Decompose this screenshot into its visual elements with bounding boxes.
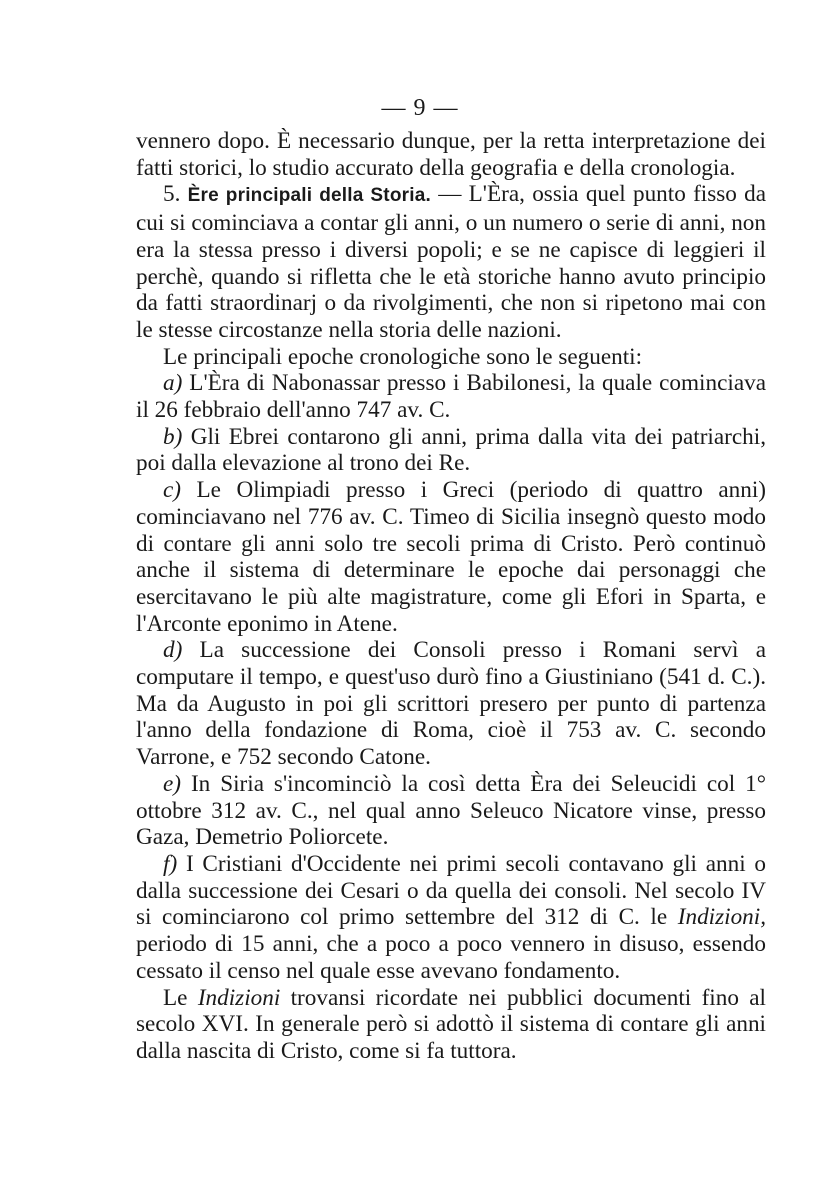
item-label: f) xyxy=(163,850,178,877)
paragraph-text-lead: Le xyxy=(163,984,188,1011)
paragraph-indizioni xyxy=(136,985,766,1065)
item-label: d) xyxy=(163,637,183,664)
section-heading: Ère principali della Storia. xyxy=(187,185,431,207)
paragraph-text: Gli Ebrei contarono gli anni, prima dalla vita dei patriarchi, poi dalla elevazione al trono dei Re. xyxy=(136,423,766,477)
paragraph-text: I Cristiani d'Occidente nei primi secoli contavano gli anni o dalla successione dei Cesari o da quella dei consoli. Nel secolo IV si cominciarono col primo settembre del 312 di C. le xyxy=(136,850,767,931)
paragraph-text: La successione dei Consoli presso i Romani servì a computare il tempo, e quest'uso durò fino a Giustiniano (541 d. C.). Ma da Augusto in poi gli scrittori presero per punto di partenza l'anno della fondazione di Roma, cioè il 753 av. C. secondo Varrone, e 752 secondo Catone. xyxy=(136,637,766,771)
paragraph-text: vennero dopo. È necessario dunque, per la retta interpretazione dei fatti storici, lo studio accurato della geografia e della cronologia. xyxy=(136,128,766,181)
italic-term: Indizioni, xyxy=(677,904,767,931)
section-number: 5. xyxy=(163,181,181,208)
paragraph-section-5 xyxy=(136,181,766,343)
paragraph-item-a xyxy=(136,370,766,423)
page-body xyxy=(136,128,766,1065)
paragraph-text: L'Èra di Nabonassar presso i Babilonesi, la quale cominciava il 26 febbraio dell'anno 747 av. C. xyxy=(136,370,767,424)
paragraph-item-c xyxy=(136,477,766,637)
paragraph-text-tail: periodo di 15 anni, che a poco a poco vennero in disuso, essendo cessato il censo nel quale esse avevano fondamento. xyxy=(136,931,766,984)
paragraph-item-f xyxy=(136,851,766,985)
paragraph-intro xyxy=(136,128,766,181)
paragraph-item-e xyxy=(136,771,766,851)
item-label: e) xyxy=(163,770,182,797)
paragraph-epochs-intro xyxy=(136,344,766,371)
paragraph-item-d xyxy=(136,637,766,771)
item-label: b) xyxy=(163,423,183,450)
item-label: a) xyxy=(163,370,183,397)
paragraph-text: In Siria s'incominciò la così detta Èra dei Seleucidi col 1° ottobre 312 av. C., nel qual anno Seleuco Nicatore vinse, presso Gaza, Demetrio Poliorcete. xyxy=(136,770,767,851)
paragraph-text: — L'Èra, ossia quel punto fisso da cui si cominciava a contar gli anni, o un numero o serie di anni, non era la stessa presso i diversi popoli; e se ne capisce di leggieri il perchè, quando si rifletta che le età storiche hanno avuto principio da fatti straordinarj o da rivolgimenti, che non si ripetono mai con le stesse circostanze nella storia delle nazioni. xyxy=(136,181,767,343)
page-number: — 9 — xyxy=(381,95,459,121)
paragraph-text-tail: trovansi ricordate nei pubblici documenti fino al secolo XVI. In generale però si adottò il sistema di contare gli anni dalla nascita di Cristo, come si fa tuttora. xyxy=(136,984,767,1064)
item-label: c) xyxy=(163,477,182,504)
italic-term: Indizioni xyxy=(197,984,281,1011)
paragraph-text: Le Olimpiadi presso i Greci (periodo di quattro anni) cominciavano nel 776 av. C. Timeo di Sicilia insegnò questo modo di contare gli anni solo tre secoli prima di Cristo. Però continuò anche il sistema di determinare le epoche dai personaggi che esercitavano le più alte magistrature, come gli Efori in Sparta, e l'Arconte eponimo in Atene. xyxy=(136,477,766,637)
paragraph-item-b xyxy=(136,424,766,477)
paragraph-text: Le principali epoche cronologiche sono le seguenti: xyxy=(163,343,643,370)
